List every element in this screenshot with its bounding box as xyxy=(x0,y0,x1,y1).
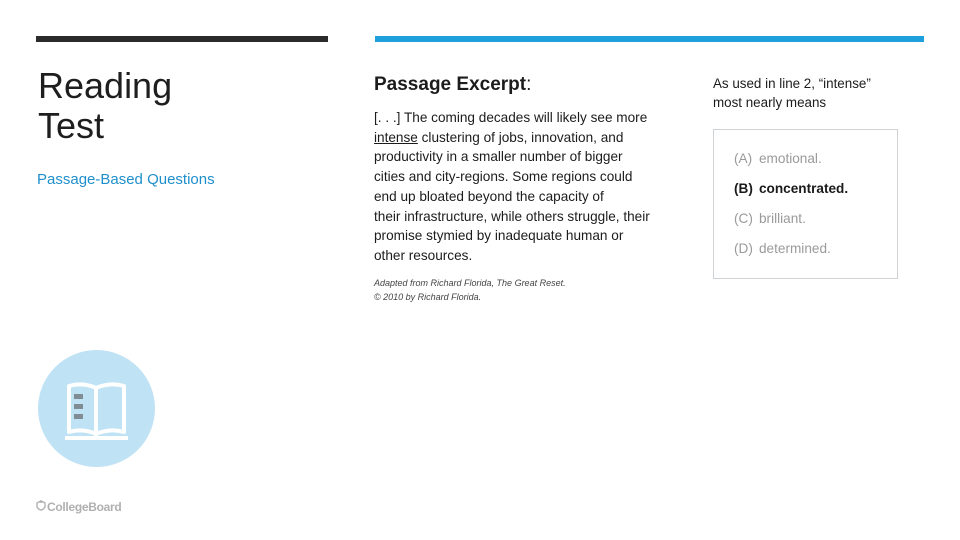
answer-choice-b[interactable] xyxy=(734,181,848,196)
answer-choices-box xyxy=(713,129,898,279)
underlined-word: intense xyxy=(374,129,418,145)
slide-title-line-1: Reading xyxy=(38,65,173,106)
passage-heading xyxy=(374,74,531,96)
attribution-line-2: © 2010 by Richard Florida. xyxy=(374,292,482,302)
answer-text: determined. xyxy=(759,241,831,256)
passage-line-3-text: productivity in a smaller number of bigger xyxy=(374,149,623,165)
passage-line-5 xyxy=(374,187,684,207)
passage-line-6-text: their infrastructure, while others struggle, their xyxy=(374,208,650,224)
passage-line-1 xyxy=(374,108,684,128)
question-line-1: As used in line 2, “intense” xyxy=(713,76,871,91)
passage-line-6 xyxy=(374,207,684,227)
passage-line-1-text: [. . .] The coming decades will likely see more xyxy=(374,110,648,125)
passage-line-2 xyxy=(374,128,684,148)
slide-title-line-2: Test xyxy=(38,105,105,146)
answer-letter: (C) xyxy=(734,211,753,226)
header-rule-blue xyxy=(375,36,924,42)
book-icon-badge xyxy=(38,350,155,467)
acorn-icon xyxy=(36,500,46,513)
answer-text: concentrated. xyxy=(759,181,849,196)
answer-choice-a[interactable] xyxy=(734,151,822,166)
question-stem xyxy=(713,74,913,112)
passage-line-8-text: other resources. xyxy=(374,247,473,263)
collegeboard-logo xyxy=(36,500,121,514)
passage-line-8 xyxy=(374,246,684,266)
open-book-icon xyxy=(38,350,155,467)
answer-choice-c[interactable] xyxy=(734,211,806,226)
passage-line-4 xyxy=(374,167,684,187)
passage-line-3 xyxy=(374,147,684,167)
answer-text: emotional. xyxy=(759,151,822,166)
passage-text xyxy=(374,108,684,266)
passage-line-2-text: clustering of jobs, innovation, and xyxy=(417,129,624,145)
answer-choice-d[interactable] xyxy=(734,241,831,256)
passage-line-5-text: end up bloated beyond the capacity of xyxy=(374,188,604,204)
passage-attribution xyxy=(374,276,566,304)
header-rule-dark xyxy=(36,36,328,42)
answer-letter: (B) xyxy=(734,181,753,196)
passage-line-7-text: promise stymied by inadequate human or xyxy=(374,228,624,244)
passage-heading-text: Passage Excerpt xyxy=(374,74,527,95)
passage-heading-colon: : xyxy=(526,74,532,95)
slide-title xyxy=(38,66,172,146)
answer-text: brilliant. xyxy=(759,211,806,226)
passage-line-7 xyxy=(374,226,684,246)
logo-text: CollegeBoard xyxy=(47,500,122,514)
question-line-2: most nearly means xyxy=(713,95,827,110)
answer-letter: (A) xyxy=(734,151,753,166)
slide-subtitle: Passage-Based Questions xyxy=(37,171,215,188)
passage-line-4-text: cities and city-regions. Some regions could xyxy=(374,169,633,185)
attribution-line-1: Adapted from Richard Florida, The Great Reset. xyxy=(374,278,566,288)
answer-letter: (D) xyxy=(734,241,753,256)
